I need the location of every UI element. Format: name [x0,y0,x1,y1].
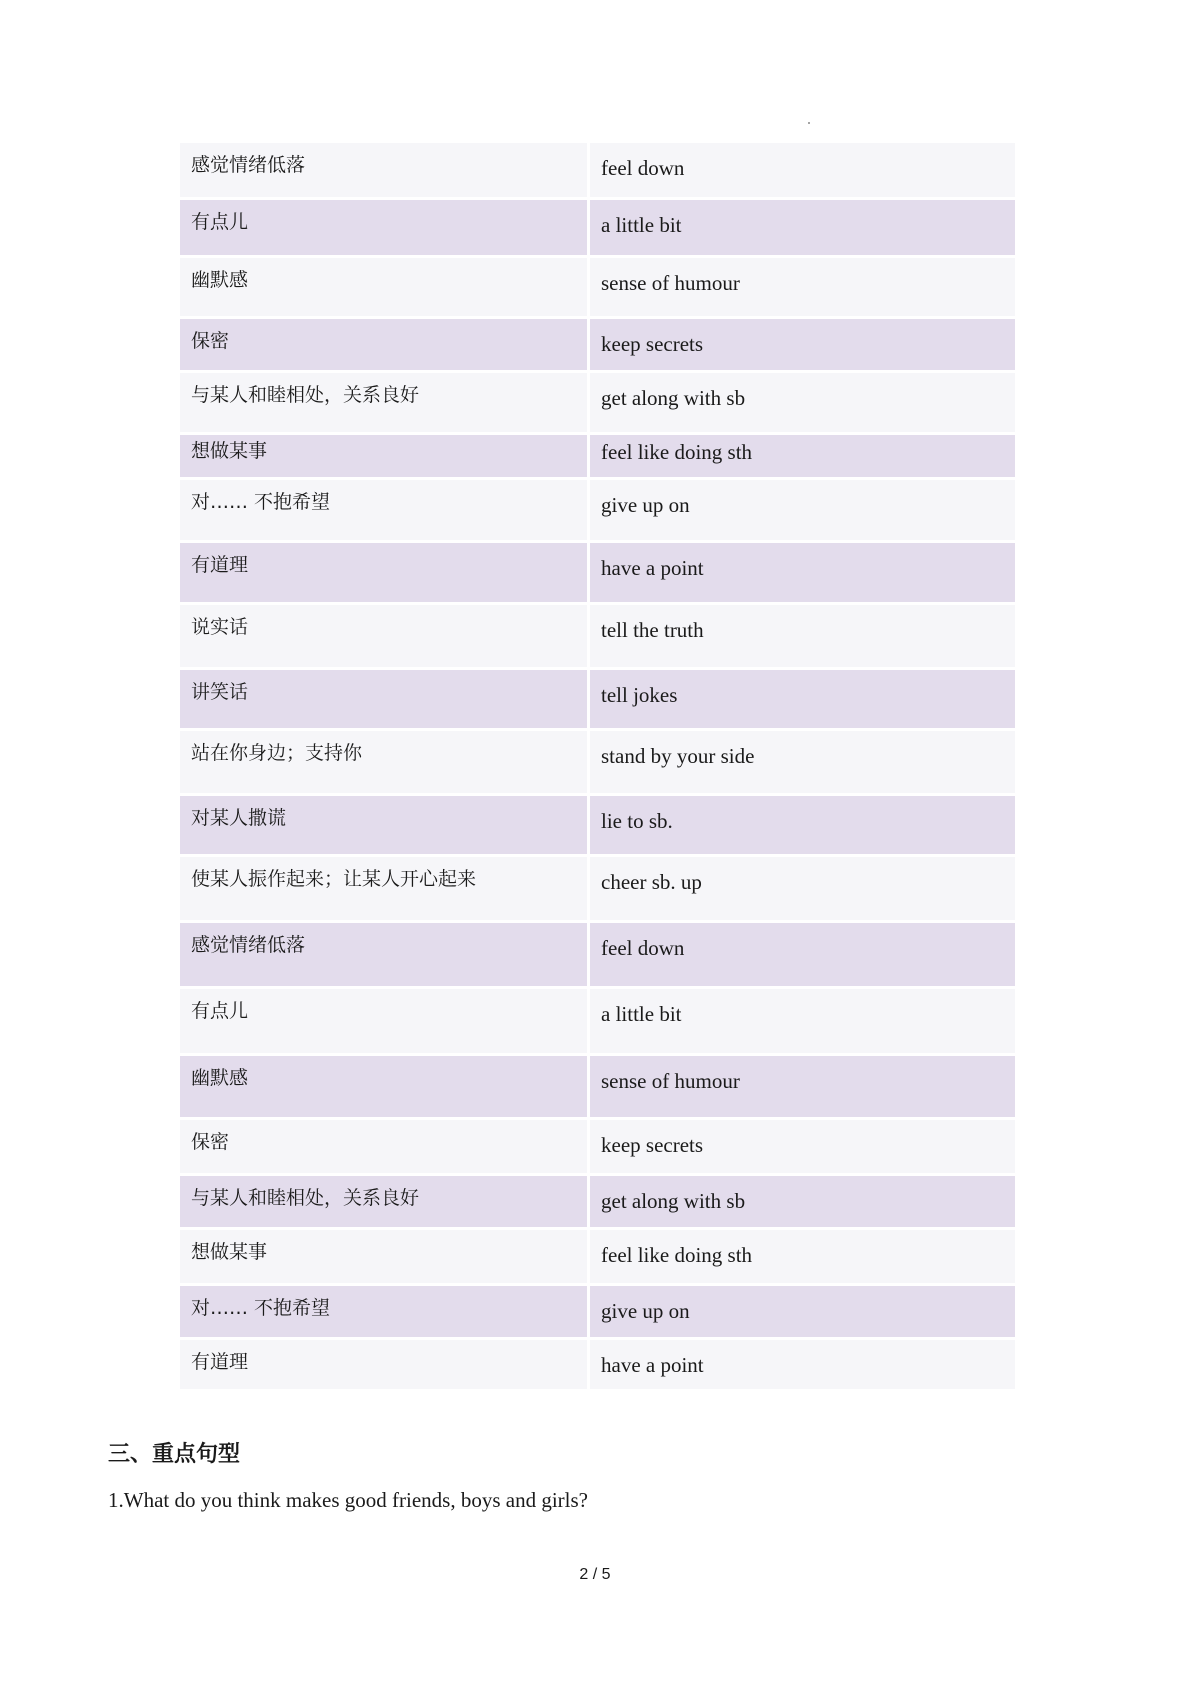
table-row [180,373,1015,435]
english-phrase: get along with sb [590,373,1015,432]
table-row [180,480,1015,543]
section-title: 三、重点句型 [108,1442,241,1467]
table-row [180,1340,1015,1392]
chinese-term: 有道理 [180,1340,590,1389]
chinese-term: 对…… 不抱希望 [180,1286,590,1337]
english-phrase: feel down [590,143,1015,197]
english-phrase: tell jokes [590,670,1015,728]
table-row [180,605,1015,670]
table-row [180,319,1015,373]
chinese-term: 幽默感 [180,1056,590,1117]
page-number: 2 / 5 [579,1566,611,1583]
chinese-term: 保密 [180,1120,590,1173]
table-row [180,543,1015,605]
english-phrase: have a point [590,1340,1015,1389]
chinese-term: 幽默感 [180,258,590,316]
table-row [180,670,1015,731]
chinese-term: 说实话 [180,605,590,667]
english-phrase: give up on [590,480,1015,540]
chinese-term: 有道理 [180,543,590,602]
chinese-term: 有点儿 [180,989,590,1053]
english-phrase: keep secrets [590,1120,1015,1173]
english-phrase: stand by your side [590,731,1015,793]
table-row [180,1286,1015,1340]
english-phrase: feel like doing sth [590,1230,1015,1283]
key-sentence: 1.What do you think makes good friends, boys and girls? [108,1488,589,1512]
chinese-term: 有点儿 [180,200,590,255]
table-row [180,923,1015,989]
chinese-term: 想做某事 [180,1230,590,1283]
chinese-term: 想做某事 [180,435,590,477]
chinese-term: 使某人振作起来；让某人开心起来 [180,857,590,920]
english-phrase: sense of humour [590,258,1015,316]
english-phrase: sense of humour [590,1056,1015,1117]
english-phrase: have a point [590,543,1015,602]
english-phrase: a little bit [590,200,1015,255]
chinese-term: 与某人和睦相处，关系良好 [180,1176,590,1227]
stray-dot-mark [808,122,810,124]
english-phrase: tell the truth [590,605,1015,667]
chinese-term: 站在你身边；支持你 [180,731,590,793]
table-row [180,1056,1015,1120]
english-phrase: feel down [590,923,1015,986]
table-row [180,1230,1015,1286]
chinese-term: 感觉情绪低落 [180,143,590,197]
table-row [180,731,1015,796]
english-phrase: lie to sb. [590,796,1015,854]
table-row [180,200,1015,258]
english-phrase: keep secrets [590,319,1015,370]
english-phrase: cheer sb. up [590,857,1015,920]
table-row [180,1120,1015,1176]
english-phrase: get along with sb [590,1176,1015,1227]
chinese-term: 对…… 不抱希望 [180,480,590,540]
table-row [180,796,1015,857]
chinese-term: 对某人撒谎 [180,796,590,854]
english-phrase: give up on [590,1286,1015,1337]
table-row [180,989,1015,1056]
vocabulary-table [180,143,1015,1392]
chinese-term: 讲笑话 [180,670,590,728]
english-phrase: feel like doing sth [590,435,1015,477]
table-row [180,1176,1015,1230]
table-row [180,435,1015,480]
chinese-term: 保密 [180,319,590,370]
table-row [180,258,1015,319]
english-phrase: a little bit [590,989,1015,1053]
chinese-term: 感觉情绪低落 [180,923,590,986]
chinese-term: 与某人和睦相处，关系良好 [180,373,590,432]
table-row [180,143,1015,200]
table-row [180,857,1015,923]
